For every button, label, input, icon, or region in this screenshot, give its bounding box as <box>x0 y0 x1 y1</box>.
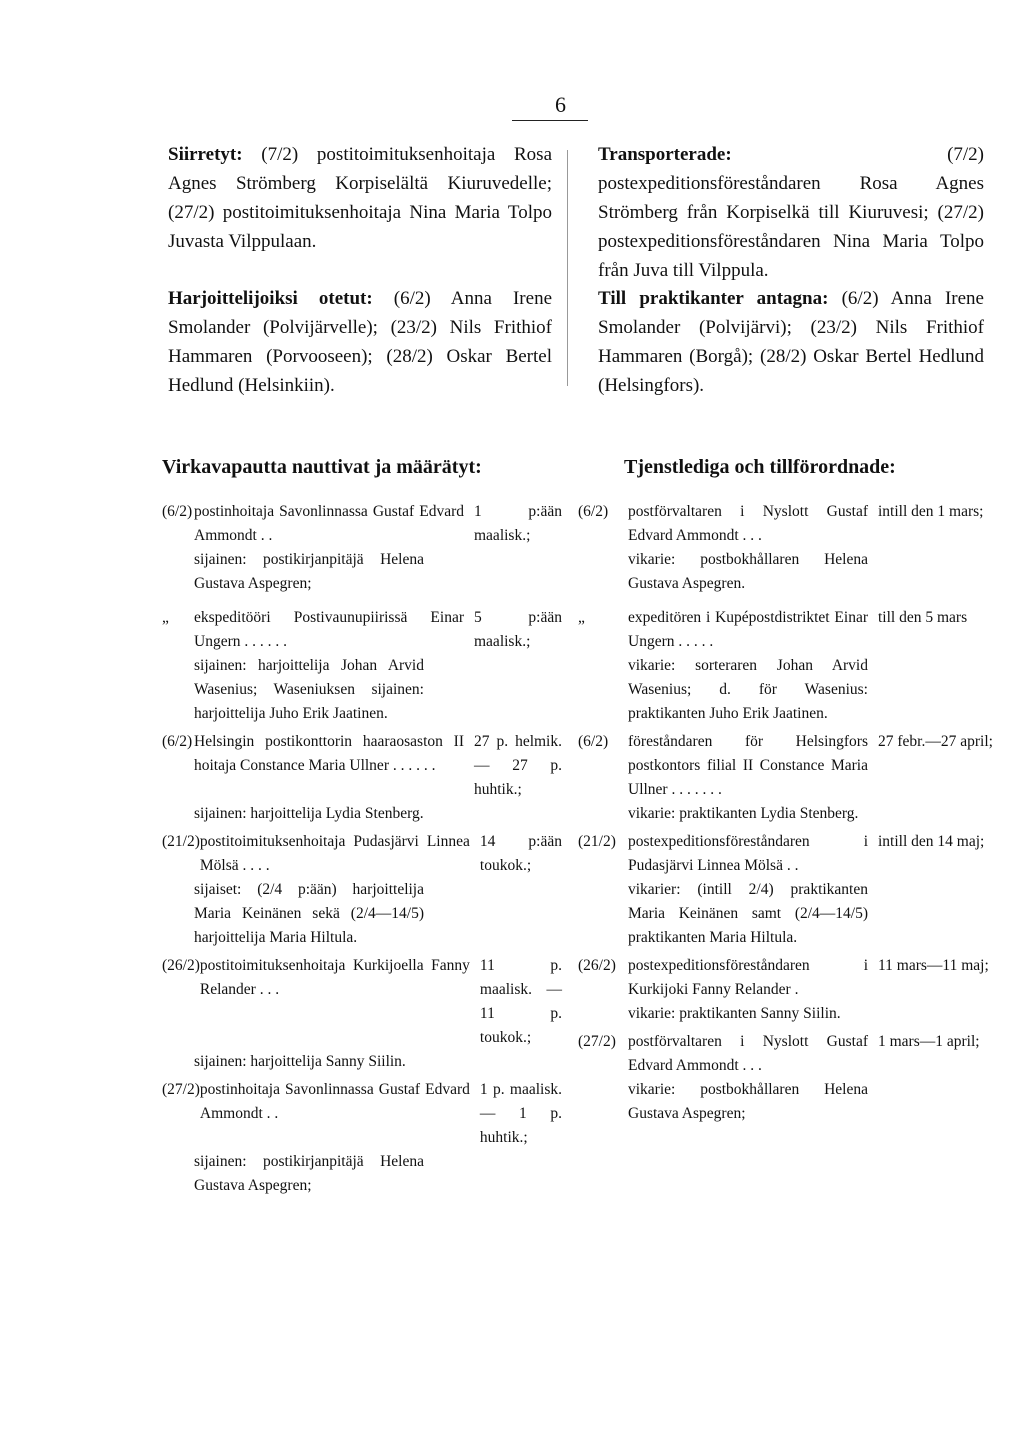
entry-description: postförvaltaren i Nyslott Gustaf Edvard Ammondt . . . <box>628 503 868 544</box>
entry-description: expeditören i Kupépostdistriktet Einar Ungern . . . . . <box>628 609 868 650</box>
fi-leave-heading: Virkavapautta nauttivat ja määrätyt: <box>162 456 482 478</box>
entry-substitute: sijainen: postikirjanpitäjä Helena Gustava Aspegren; <box>194 551 424 592</box>
entry-description: Helsingin postikonttorin haaraosaston II hoitaja Constance Maria Ullner . . . . . . <box>194 733 464 774</box>
entry-period: 27 febr.—27 april; <box>878 733 993 750</box>
entry-substitute: sijainen: harjoittelija Lydia Stenberg. <box>194 805 424 822</box>
entry-period: 14 p:ään toukok.; <box>479 833 562 874</box>
entry-date: (27/2) <box>578 1033 616 1050</box>
sv-transfers-lead: Transporterade: <box>598 144 732 165</box>
entry-substitute: sijaiset: (2/4 p:ään) harjoittelija Maria Keinänen sekä (2/4—14/5) harjoittelija Maria Hiltula. <box>194 881 424 946</box>
entry-period: till den 5 mars <box>878 609 968 626</box>
entry-description: postitoimituksenhoitaja Kurkijoella Fanny Relander . . . <box>199 957 470 998</box>
fi-transfers-text: (7/2) postitoimituksenhoitaja Rosa Agnes Strömberg Korpiselältä Kiuruvedelle; (27/2) postitoimituksenhoitaja Nina Maria Tolpo Juvasta Vilppulaan. <box>168 144 553 252</box>
entry-period: 11 mars—11 maj; <box>878 957 989 974</box>
sv-leave-heading: Tjenstlediga och tillförordnade: <box>624 456 896 478</box>
entry-substitute: vikarie: praktikanten Sanny Siilin. <box>628 1005 841 1022</box>
entry-date: (27/2) <box>162 1081 200 1098</box>
entry-period: 5 p:ään maalisk.; <box>474 609 562 650</box>
fi-leave-list <box>162 500 562 1198</box>
entry-date: „ <box>578 609 585 626</box>
list-item <box>162 500 562 596</box>
list-item <box>578 730 998 826</box>
list-item <box>162 730 562 826</box>
list-item <box>578 954 998 1026</box>
entry-date: (26/2) <box>162 957 200 974</box>
list-item <box>578 1030 998 1126</box>
sv-trainees-paragraph <box>598 284 984 400</box>
entry-period: 1 p:ään maalisk.; <box>474 503 562 544</box>
entry-substitute: sijainen: postikirjanpitäjä Helena Gustava Aspegren; <box>194 1153 424 1194</box>
entry-period: intill den 14 maj; <box>878 833 985 850</box>
entry-date: (21/2) <box>578 833 616 850</box>
entry-description: postförvaltaren i Nyslott Gustaf Edvard Ammondt . . . <box>628 1033 868 1074</box>
page-number: 6 <box>555 92 566 117</box>
fi-transfers-paragraph <box>168 140 552 256</box>
list-item <box>578 830 998 950</box>
list-item <box>578 500 998 596</box>
entry-description: ekspeditööri Postivaunupiirissä Einar Ungern . . . . . . <box>194 609 464 650</box>
entry-date: (6/2) <box>162 733 193 750</box>
entry-description: postinhoitaja Savonlinnassa Gustaf Edvard Ammondt . . <box>199 1081 470 1122</box>
entry-date: (21/2) <box>162 833 200 850</box>
entry-substitute: vikarie: praktikanten Lydia Stenberg. <box>628 805 859 822</box>
entry-date: „ <box>162 609 169 626</box>
entry-substitute: vikarie: sorteraren Johan Arvid Wasenius; d. för Wasenius: praktikanten Juho Erik Jaatinen. <box>628 657 868 722</box>
entry-date: (26/2) <box>578 957 616 974</box>
entry-description: postinhoitaja Savonlinnassa Gustaf Edvard Ammondt . . <box>194 503 464 544</box>
sv-trainees-lead: Till praktikanter antagna: <box>598 288 829 309</box>
list-item <box>162 606 562 726</box>
entry-substitute: sijainen: harjoittelija Sanny Siilin. <box>194 1053 406 1070</box>
entry-date: (6/2) <box>162 503 193 520</box>
entry-period: 1 mars—1 april; <box>878 1033 980 1050</box>
list-item <box>578 606 998 726</box>
entry-period: 27 p. helmik.— 27 p. huhtik.; <box>474 733 562 798</box>
entry-substitute: vikarie: postbokhållaren Helena Gustava Aspegren; <box>628 1081 868 1122</box>
list-item <box>162 830 562 950</box>
entry-period: 1 p. maalisk.— 1 p. huhtik.; <box>479 1081 562 1146</box>
entry-substitute: vikarie: postbokhållaren Helena Gustava Aspegren. <box>628 551 868 592</box>
entry-description: postitoimituksenhoitaja Pudasjärvi Linnea Mölsä . . . . <box>199 833 470 874</box>
fi-trainees-paragraph <box>168 284 552 400</box>
list-item <box>162 1078 562 1198</box>
entry-description: postexpeditionsföreståndaren i Kurkijoki Fanny Relander . <box>628 957 868 998</box>
entry-description: föreståndaren för Helsingfors postkontors filial II Constance Maria Ullner . . . . . . . <box>628 733 868 798</box>
entry-substitute: vikarier: (intill 2/4) praktikanten Maria Keinänen samt (2/4—14/5) praktikanten Maria Hiltula. <box>628 881 868 946</box>
entry-description: postexpeditionsföreståndaren i Pudasjärvi Linnea Mölsä . . <box>628 833 868 874</box>
page-number-rule <box>512 120 588 121</box>
sv-transfers-paragraph <box>598 140 984 285</box>
entry-period: 11 p. maalisk. — 11 p. toukok.; <box>479 957 562 1046</box>
list-item <box>162 954 562 1074</box>
sv-trainees-text: (6/2) Anna Irene Smolander (Polvijärvi); (23/2) Nils Frithiof Hammaren (Borgå); (28/2) Oskar Bertel Hedlund (Helsingfors). <box>598 288 984 396</box>
sv-transfers-text: (7/2) postexpeditionsföreståndaren Rosa Agnes Strömberg från Korpiselkä till Kiuruvesi; (27/2) postexpeditionsföreståndaren Nina Maria Tolpo från Juva till Vilppula. <box>598 144 984 281</box>
fi-trainees-text: (6/2) Anna Irene Smolander (Polvijärvelle); (23/2) Nils Frithiof Hammaren (Porvooseen); (28/2) Oskar Bertel Hedlund (Helsinkiin). <box>168 288 552 396</box>
fi-trainees-lead: Harjoittelijoiksi otetut: <box>168 288 373 309</box>
entry-date: (6/2) <box>578 503 609 520</box>
sv-leave-list <box>578 500 998 1126</box>
entry-date: (6/2) <box>578 733 609 750</box>
entry-period: intill den 1 mars; <box>878 503 984 520</box>
fi-transfers-lead: Siirretyt: <box>168 144 243 165</box>
column-divider <box>567 150 568 386</box>
entry-substitute: sijainen: harjoittelija Johan Arvid Wasenius; Waseniuksen sijainen: harjoittelija Juho Erik Jaatinen. <box>194 657 424 722</box>
